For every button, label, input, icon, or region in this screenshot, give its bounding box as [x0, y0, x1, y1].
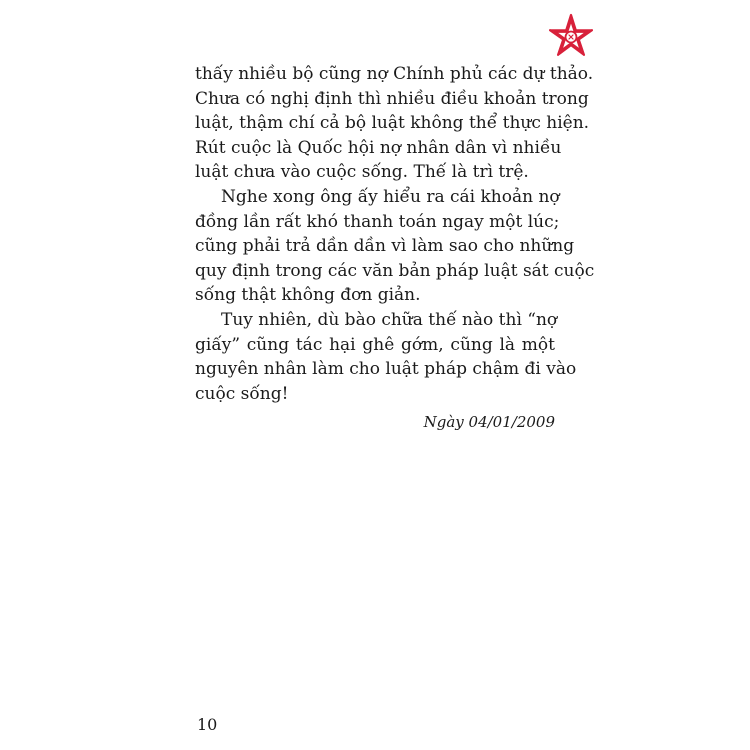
text-line: Rút cuộc là Quốc hội nợ nhân dân vì nhiều [195, 137, 562, 158]
text-line: cũng phải trả dần dần vì làm sao cho những [195, 236, 575, 257]
publisher-star-logo-icon [546, 12, 596, 62]
page-number: 10 [197, 715, 218, 734]
paragraph-3 [195, 308, 577, 406]
text-line: nguyên nhân làm cho luật pháp chậm đi vào [195, 359, 577, 380]
date-line: Ngày 04/01/2009 [423, 413, 555, 431]
text-line: sống thật không đơn giản. [195, 285, 421, 306]
text-line: quy định trong các văn bản pháp luật sát cuộc [195, 260, 595, 281]
body-text [195, 62, 595, 406]
paragraph-1 [195, 62, 594, 185]
text-line: thấy nhiều bộ cũng nợ Chính phủ các dự thảo. [195, 64, 594, 84]
text-line: Nghe xong ông ấy hiểu ra cái khoản nợ [221, 186, 560, 207]
text-line: đồng lần rất khó thanh toán ngay một lúc; [195, 211, 560, 232]
text-line: luật chưa vào cuộc sống. Thế là trì trệ. [195, 162, 529, 183]
text-line: Tuy nhiên, dù bào chữa thế nào thì “nợ [221, 309, 558, 330]
paragraph-2 [195, 185, 595, 308]
text-line: Chưa có nghị định thì nhiều điều khoản trong [195, 88, 589, 109]
text-line: cuộc sống! [195, 383, 289, 404]
text-line: giấy” cũng tác hại ghê gớm, cũng là một [195, 334, 555, 355]
text-line: luật, thậm chí cả bộ luật không thể thực hiện. [195, 113, 590, 134]
